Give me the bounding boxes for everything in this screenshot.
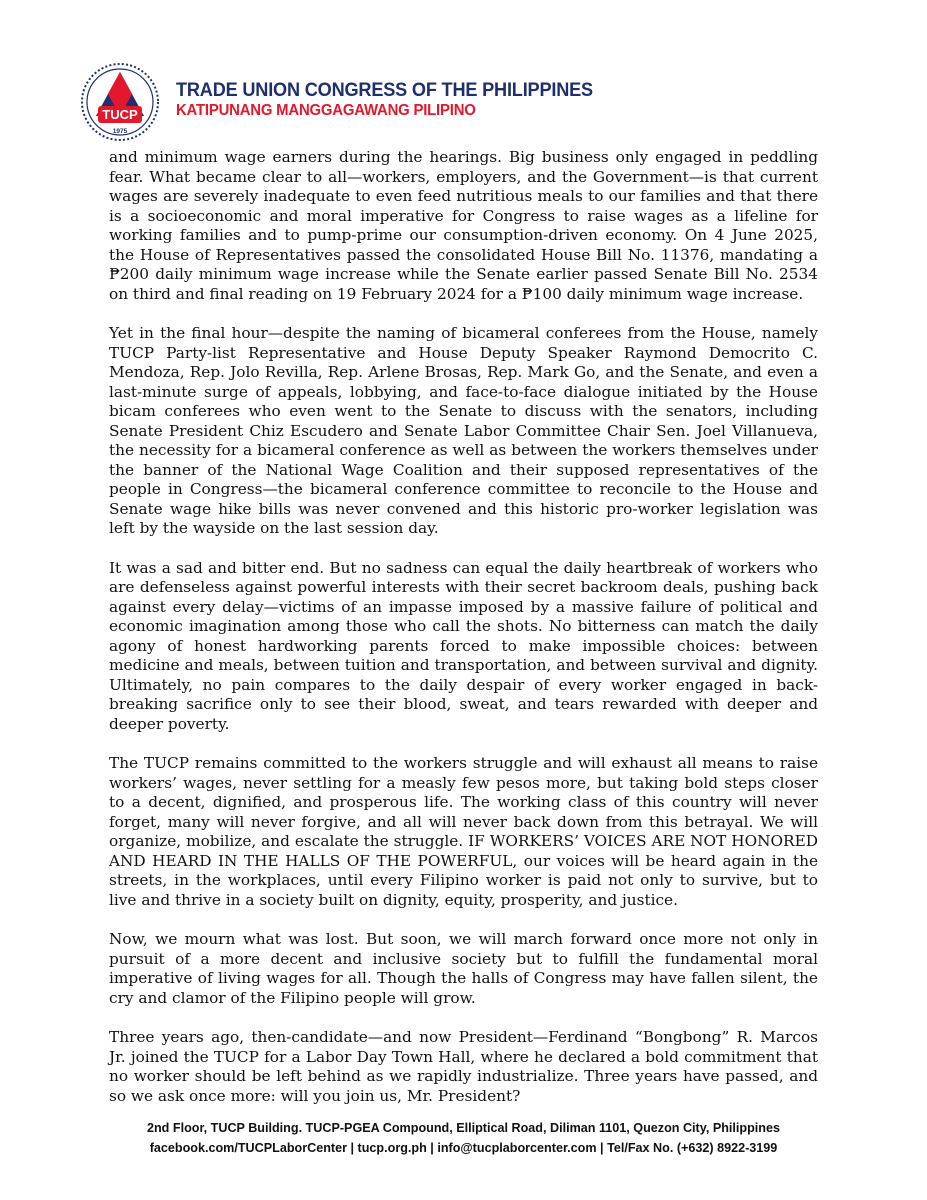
paragraph: and minimum wage earners during the hearings. Big business only engaged in peddling fear. What became clear to all—workers, employers, and the Government—is that current wages are severely inadequate to even feed nutritious meals to our families and that there is a socioeconomic and moral imperative for Congress to raise wages as a lifeline for working families and to pump-prime our consumption-driven economy. On 4 June 2025, the House of Representatives passed the consolidated House Bill No. 11376, mandating a ₱200 daily minimum wage increase while the Senate earlier passed Senate Bill No. 2534 on third and final reading on 19 February 2024 for a ₱100 daily minimum wage increase.: [109, 148, 818, 303]
paragraph: It was a sad and bitter end. But no sadness can equal the daily heartbreak of workers who are defenseless against powerful interests with their secret backroom deals, pushing back against every delay—victims of an impasse imposed by a massive failure of political and economic imagination among those who call the shots. No bitterness can match the daily agony of honest hardworking parents forced to make impossible choices: between medicine and meals, between tuition and transportation, and between survival and dignity. Ultimately, no pain compares to the daily despair of every worker engaged in back-breaking sacrifice only to see their blood, sweat, and tears rewarded with deeper and deeper poverty.: [109, 558, 818, 733]
paragraph: Now, we mourn what was lost. But soon, we will march forward once more not only in pursuit of a more decent and inclusive society but to fulfill the fundamental moral imperative of living wages for all. Though the halls of Congress may have fallen silent, the cry and clamor of the Filipino people will grow.: [109, 930, 818, 1007]
footer: [0, 1118, 927, 1158]
logo-text: TUCP: [102, 107, 138, 122]
logo-year: 1975: [112, 128, 128, 135]
paragraph: The TUCP remains committed to the workers struggle and will exhaust all means to raise workers’ wages, never settling for a measly few pesos more, but taking bold steps closer to a decent, dignified, and prosperous life. The working class of this country will never forget, many will never forgive, and all will never back down from this betrayal. We will organize, mobilize, and escalate the struggle. IF WORKERS’ VOICES ARE NOT HONORED AND HEARD IN THE HALLS OF THE POWERFUL, our voices will be heard again in the streets, in the workplaces, until every Filipino worker is paid not only to survive, but to live and thrive in a society built on dignity, equity, prosperity, and justice.: [109, 754, 818, 909]
paragraph: Yet in the final hour—despite the naming of bicameral conferees from the House, namely TUCP Party-list Representative and House Deputy Speaker Raymond Democrito C. Mendoza, Rep. Jolo Revilla, Rep. Arlene Brosas, Rep. Mark Go, and the Senate, and even a last-minute surge of appeals, lobbying, and face-to-face dialogue initiated by the House bicam conferees who even went to the Senate to discuss with the senators, including Senate President Chiz Escudero and Senate Labor Committee Chair Sen. Joel Villanueva, the necessity for a bicameral conference as well as between the workers themselves under the banner of the National Wage Coalition and their supposed representatives of the people in Congress—the bicameral conference committee to reconcile to the House and Senate wage hike bills was never convened and this historic pro-worker legislation was left by the wayside on the last session day.: [109, 324, 818, 537]
footer-address: 2nd Floor, TUCP Building. TUCP-PGEA Compound, Elliptical Road, Diliman 1101, Quezon City, Philippines: [146, 1121, 780, 1135]
org-subtitle: KATIPUNANG MANGGAGAWANG PILIPINO: [176, 102, 476, 119]
letterhead: [80, 62, 780, 142]
org-name: TRADE UNION CONGRESS OF THE PHILIPPINES: [176, 79, 593, 101]
letter-body: [109, 148, 818, 1126]
paragraph: Three years ago, then-candidate—and now President—Ferdinand “Bongbong” R. Marcos Jr. joined the TUCP for a Labor Day Town Hall, where he declared a bold commitment that no worker should be left behind as we rapidly industrialize. Three years have passed, and so we ask once more: will you join us, Mr. President?: [109, 1028, 818, 1105]
tucp-logo: [80, 62, 160, 142]
footer-contact: facebook.com/TUCPLaborCenter | tucp.org.ph | info@tucplaborcenter.com | Tel/Fax No. (+632) 8922-3199: [149, 1141, 778, 1155]
